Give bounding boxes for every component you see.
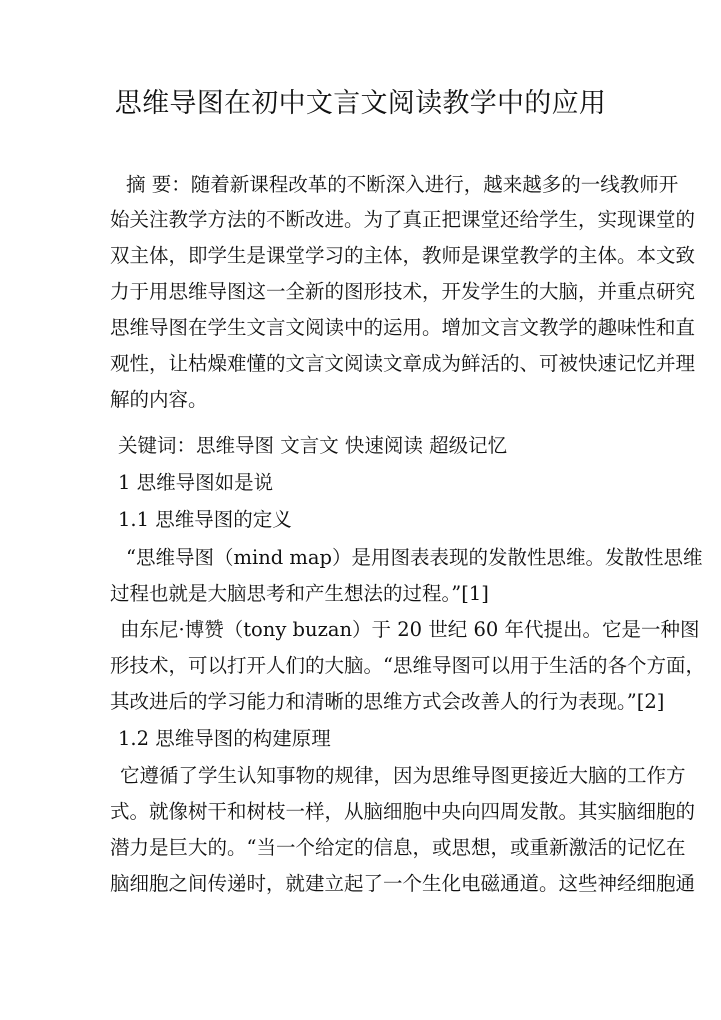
text-line: 其改进后的学习能力和清晰的思维方式会改善人的行为表现。”[2] [110, 690, 665, 713]
text-line: 1.1 思维导图的定义 [118, 508, 292, 531]
text-line: 脑细胞之间传递时，就建立起了一个生化电磁通道。这些神经细胞通 [110, 872, 696, 895]
text-line: 式。就像树干和树枝一样，从脑细胞中央向四周发散。其实脑细胞的 [110, 800, 696, 823]
text-line: 潜力是巨大的。“当一个给定的信息，或思想，或重新激活的记忆在 [110, 836, 686, 859]
text-line: 观性，让枯燥难懂的文言文阅读文章成为鲜活的、可被快速记忆并理 [110, 352, 696, 375]
text-line: 摘 要：随着新课程改革的不断深入进行，越来越多的一线教师开 [126, 173, 679, 196]
text-line: 1.2 思维导图的构建原理 [118, 727, 331, 750]
text-line: 形技术，可以打开人们的大脑。“思维导图可以用于生活的各个方面， [110, 654, 705, 677]
document-title: 思维导图在初中文言文阅读教学中的应用 [114, 88, 607, 119]
text-line: 1 思维导图如是说 [118, 471, 274, 494]
text-line: 双主体，即学生是课堂学习的主体，教师是课堂教学的主体。本文致 [110, 244, 696, 267]
text-line: 过程也就是大脑思考和产生想法的过程。”[1] [110, 582, 489, 605]
text-line: 始关注教学方法的不断改进。为了真正把课堂还给学生，实现课堂的 [110, 208, 696, 231]
text-line: 力于用思维导图这一全新的图形技术，开发学生的大脑，并重点研究 [110, 280, 696, 303]
text-line: 关键词：思维导图 文言文 快速阅读 超级记忆 [118, 434, 508, 457]
text-line: 解的内容。 [110, 388, 208, 411]
text-line: 思维导图在学生文言文阅读中的运用。增加文言文教学的趣味性和直 [110, 316, 696, 339]
text-line: 它遵循了学生认知事物的规律，因为思维导图更接近大脑的工作方 [120, 764, 686, 787]
text-line: “思维导图（mind map）是用图表表现的发散性思维。发散性思维 [126, 546, 703, 569]
text-line: 由东尼·博赞（tony buzan）于 20 世纪 60 年代提出。它是一种图 [120, 618, 700, 641]
